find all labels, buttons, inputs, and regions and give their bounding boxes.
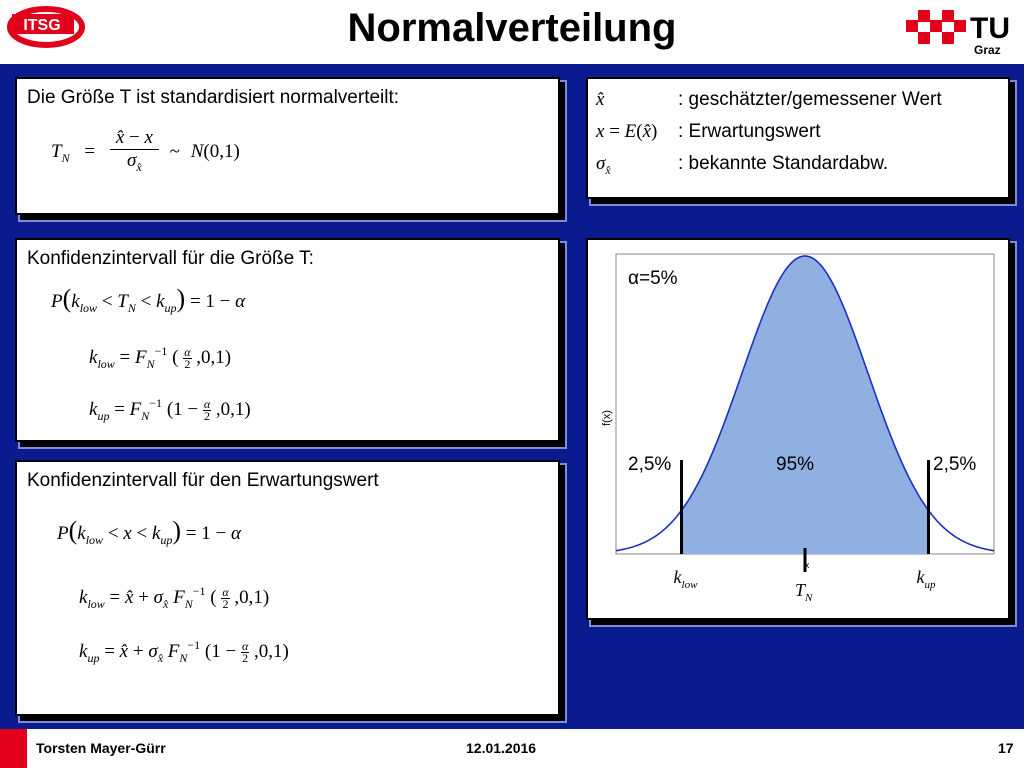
legend-row-estimate: x̂ : geschätzter/gemessener Wert (596, 89, 942, 110)
center-annotation: 95% (776, 454, 815, 475)
legend-row-expectation: x = E(x̂) : Erwartungswert (596, 121, 821, 142)
standardization-formula: $T_N$ = $\frac{x̂ - x}{\sigma_{x̂}}$ ~ N(0,1) (51, 127, 240, 174)
right-tail-annotation: 2,5% (933, 454, 977, 475)
y-axis-label: f(x) (601, 410, 613, 426)
k-up-label: $k_{up}$ (916, 567, 936, 591)
legend-row-stddev: $\sigma_{x̂}$ : bekannte Standardabw. (596, 153, 889, 177)
k-up-formula-t: $k_{up} = F_N^{-1}$ (1 − $\frac{\alpha}{2}$ ,0,1) (89, 396, 251, 424)
k-low-formula-x: $k_{low}$ = x̂ + $\sigma_{x̂}$ $F_N^{-1}$ ( $\frac{\alpha}{2}$ ,0,1) (79, 584, 270, 612)
confidence-interval-expectation-box (15, 460, 560, 716)
confidence-interval-t-title: Konfidenzintervall für die Größe T: (27, 248, 314, 269)
tu-logo-subtext: Graz (974, 43, 1001, 57)
probability-formula-t: $P(k_{low} < T_N < k_{up}) = 1 - \alpha$ (51, 284, 246, 315)
probability-formula-x: $P(k_{low} < x < k_{up}) = 1 - \alpha$ (57, 516, 241, 547)
footer-accent-bar (0, 729, 27, 768)
footer-date: 12.01.2016 (466, 740, 537, 756)
k-low-formula-t: $k_{low} = F_N^{-1}$ ( $\frac{\alpha}{2}$ ,0,1) (89, 344, 232, 372)
tu-logo-text: TU (970, 12, 1010, 45)
definition-box (15, 77, 560, 215)
slide-footer (0, 729, 1024, 768)
x-axis-label: x (804, 560, 810, 570)
tu-graz-logo (900, 6, 1020, 58)
itsg-logo-text: ITSG (23, 17, 61, 34)
confidence-interval-expectation-title: Konfidenzintervall für den Erwartungswert (27, 470, 379, 491)
normal-distribution-chart-box (586, 238, 1010, 620)
k-up-formula-x: $k_{up}$ = x̂ + $\sigma_{x̂}$ $F_N^{-1}$ (1 − $\frac{\alpha}{2}$ ,0,1) (79, 638, 289, 666)
footer-page-number: 17 (998, 740, 1014, 756)
left-tail-annotation: 2,5% (628, 454, 672, 475)
symbol-legend-box (586, 77, 1010, 199)
k-low-label: $k_{low}$ (673, 567, 698, 591)
alpha-annotation: α=5% (628, 268, 678, 289)
definition-title: Die Größe T ist standardisiert normalverteilt: (27, 87, 400, 108)
page-title: Normalverteilung (347, 6, 677, 50)
footer-author: Torsten Mayer-Gürr (36, 740, 166, 756)
confidence-interval-t-box (15, 238, 560, 442)
slide-header (0, 0, 1024, 64)
normal-distribution-chart (588, 240, 1008, 618)
t-n-label: $T_N$ (795, 580, 813, 604)
